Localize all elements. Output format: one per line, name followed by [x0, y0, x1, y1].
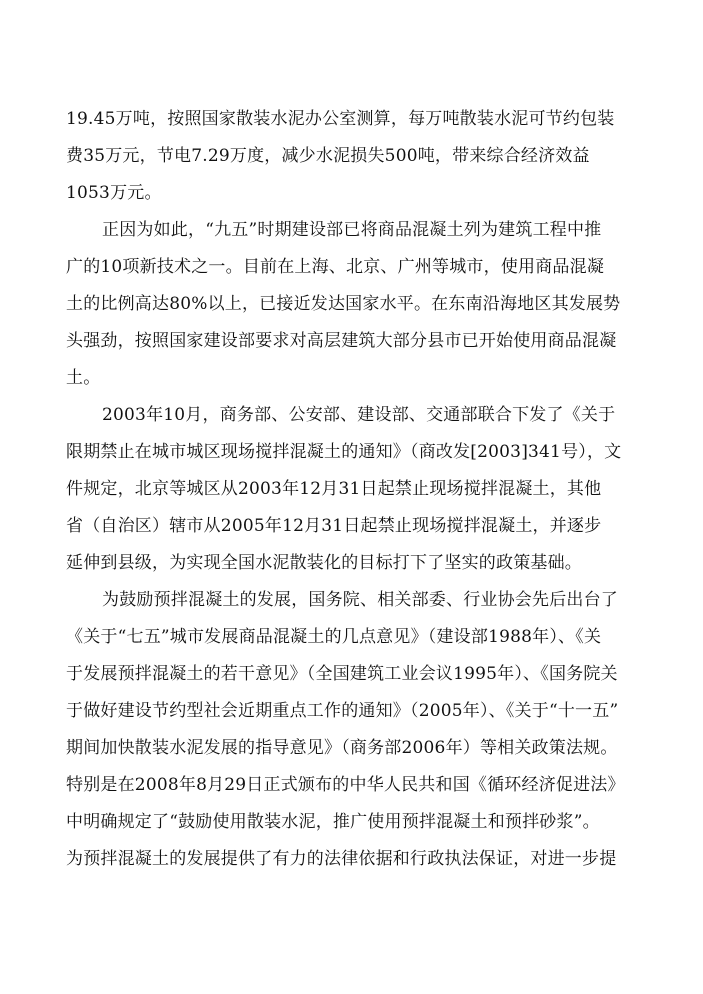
- paragraph-1-line-3: 1053万元。: [66, 183, 162, 203]
- paragraph-4-line-7: 中明确规定了“鼓励使用散装水泥，推广使用预拌混凝土和预拌砂浆”。: [66, 812, 600, 832]
- paragraph-2-line-3: 土的比例高达80%以上，已接近发达国家水平。在东南沿海地区其发展势: [66, 294, 621, 314]
- paragraph-1-line-1: 19.45万吨，按照国家散装水泥办公室测算，每万吨散装水泥可节约包装: [66, 109, 615, 129]
- paragraph-4-line-6: 特别是在2008年8月29日正式颁布的中华人民共和国《循环经济促进法》: [66, 775, 625, 795]
- paragraph-3-line-1: 2003年10月，商务部、公安部、建设部、交通部联合下发了《关于: [102, 405, 616, 425]
- paragraph-4-line-8: 为预拌混凝土的发展提供了有力的法律依据和行政执法保证，对进一步提: [66, 849, 617, 869]
- paragraph-4-line-1: 为鼓励预拌混凝土的发展，国务院、相关部委、行业协会先后出台了: [102, 590, 618, 610]
- paragraph-4-line-3: 于发展预拌混凝土的若干意见》（全国建筑工业会议1995年）、《国务院关: [66, 664, 618, 684]
- paragraph-3-line-2: 限期禁止在城市城区现场搅拌混凝土的通知》（商改发[2003]341号），文: [66, 442, 622, 462]
- paragraph-2-line-5: 土。: [66, 368, 101, 388]
- paragraph-2-line-4: 头强劲，按照国家建设部要求对高层建筑大部分县市已开始使用商品混凝: [66, 331, 617, 351]
- paragraph-4-line-5: 期间加快散装水泥发展的指导意见》（商务部2006年）等相关政策法规。: [66, 738, 618, 758]
- paragraph-2-line-1: 正因为如此，“九五”时期建设部已将商品混凝土列为建筑工程中推: [102, 220, 602, 240]
- paragraph-4-line-2: 《关于“七五”城市发展商品混凝土的几点意见》（建设部1988年）、《关: [66, 627, 602, 647]
- paragraph-2-line-2: 广的10项新技术之一。目前在上海、北京、广州等城市，使用商品混凝: [66, 257, 605, 277]
- paragraph-3-line-5: 延伸到县级，为实现全国水泥散装化的目标打下了坚实的政策基础。: [66, 553, 582, 573]
- paragraph-1-line-2: 费35万元，节电7.29万度，减少水泥损失500吨，带来综合经济效益: [66, 146, 590, 166]
- paragraph-3-line-3: 件规定，北京等城区从2003年12月31日起禁止现场搅拌混凝土，其他: [66, 479, 602, 499]
- paragraph-3-line-4: 省（自治区）辖市从2005年12月31日起禁止现场搅拌混凝土，并逐步: [66, 516, 602, 536]
- paragraph-4-line-4: 于做好建设节约型社会近期重点工作的通知》（2005年）、《关于“十一五”: [66, 701, 619, 721]
